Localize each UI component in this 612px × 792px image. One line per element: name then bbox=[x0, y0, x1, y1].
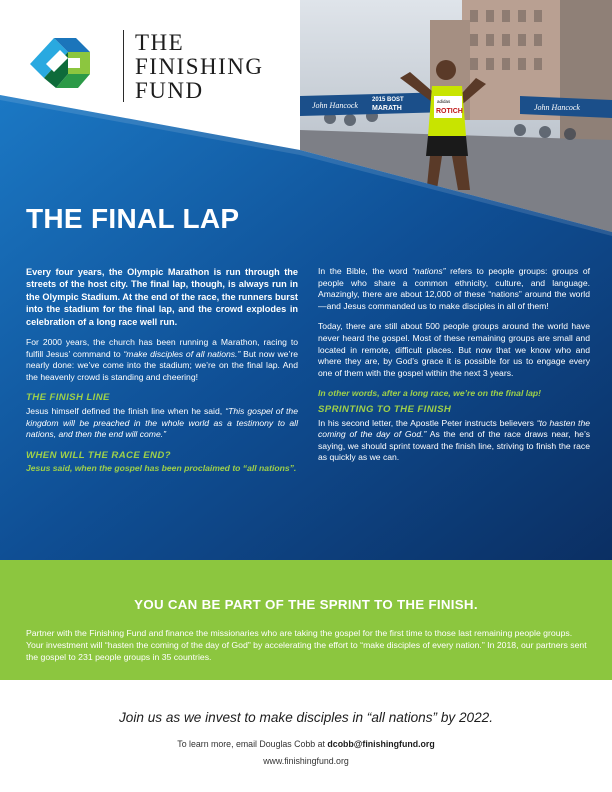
footer-tagline: Join us as we invest to make disciples in “all nations” by 2022. bbox=[118, 710, 493, 725]
banner-marathon-text: MARATH bbox=[372, 105, 402, 112]
bib-name-text: ROTICH bbox=[436, 108, 463, 115]
race-end-heading: WHEN WILL THE RACE END? bbox=[26, 449, 171, 461]
finish-line-heading: THE FINISH LINE bbox=[26, 392, 110, 404]
logo-text-line-3: FUND bbox=[135, 78, 204, 103]
left-column bbox=[26, 266, 298, 484]
sprinting-text-a: In his second letter, the Apostle Peter instructs believers bbox=[318, 417, 537, 428]
finish-line-text: Jesus himself defined the finish line when he said, bbox=[26, 406, 226, 416]
church-marathon-text-a: For 2000 years, the church has been running a Marathon, racing to fulfill Jesus’ command to bbox=[26, 337, 298, 359]
race-end-note: Jesus said, when the gospel has been proclaimed to “all nations”. bbox=[26, 463, 297, 474]
church-marathon-paragraph bbox=[26, 337, 298, 383]
bib-sponsor-text: adidas bbox=[437, 99, 451, 104]
final-lap-note: In other words, after a long race, we’re on the final lap! bbox=[318, 388, 542, 399]
call-to-action-heading: YOU CAN BE PART OF THE SPRINT TO THE FINISH. bbox=[134, 597, 478, 612]
finish-line-quote: “This gospel of the kingdom will be preached in the whole world as a testimony to all nations, and then the end will come.” bbox=[26, 406, 298, 440]
contact-prefix: To learn more, email Douglas Cobb at bbox=[177, 739, 328, 749]
banner-year-text: 2015 BOST bbox=[372, 97, 404, 103]
sprinting-heading: SPRINTING TO THE FINISH bbox=[318, 403, 452, 415]
right-column bbox=[318, 266, 590, 473]
nations-text-b: refers to people groups: groups of people who share a common ethnicity, culture, and language. Amazingly, there are about 12,000 of these “nations” around the world—and Jesus commanded us to make disciples in all of them! bbox=[318, 266, 590, 311]
finish-line-paragraph bbox=[26, 406, 298, 441]
nations-quote: “nations” bbox=[412, 266, 446, 276]
page-title: THE FINAL LAP bbox=[26, 203, 240, 234]
nations-paragraph bbox=[318, 266, 590, 312]
banner-sponsor-text-right: John Hancock bbox=[534, 103, 580, 112]
nations-text-a: In the Bible, the word bbox=[318, 266, 413, 276]
banner-sponsor-text: John Hancock bbox=[312, 101, 358, 110]
intro-paragraph: Every four years, the Olympic Marathon is run through the streets of the host city. The final lap, though, is always run in the Olympic Stadium. At the end of the race, the runners burst into the stadium for the final lap, and the crowd explodes in celebration of a long race well run. bbox=[26, 267, 298, 327]
footer-contact bbox=[0, 739, 612, 749]
sprinting-text-b: As the end of the race draws near, he’s saying, we should sprint toward the finish line, striving to finish the race as quickly as we can. bbox=[318, 429, 590, 463]
logo-text-line-1: THE bbox=[135, 30, 185, 55]
contact-email-link[interactable]: dcobb@finishingfund.org bbox=[327, 739, 435, 749]
sprinting-paragraph bbox=[318, 418, 590, 464]
call-to-action-body: Partner with the Finishing Fund and finance the missionaries who are taking the gospel for the first time to those last remaining people groups. Your investment will “hasten the coming of the day of God” by accelerating the effort to “make disciples of every nation.” In 2018, our partners sent the gospel to 231 people groups in 35 countries. bbox=[26, 628, 587, 662]
unreached-groups-paragraph: Today, there are still about 500 people groups around the world have never heard the gospel. Most of these remaining groups are small and located in remote, difficult places. But now that we know who and where they are, by God’s grace it is possible for us to engage every one of them with the gospel within the next 3 years. bbox=[318, 321, 590, 378]
logo-text-line-2: FINISHING bbox=[135, 54, 264, 79]
website-link[interactable]: www.finishingfund.org bbox=[263, 756, 349, 766]
church-marathon-quote: “make disciples of all nations.” bbox=[123, 348, 241, 359]
church-marathon-text-b: But now we’re nearly done: we’ve come into the stadium; we’re on the final lap. And the heavenly crowd is standing and cheering! bbox=[26, 348, 298, 382]
sprinting-quote: “to hasten the coming of the day of God.” bbox=[318, 417, 590, 440]
